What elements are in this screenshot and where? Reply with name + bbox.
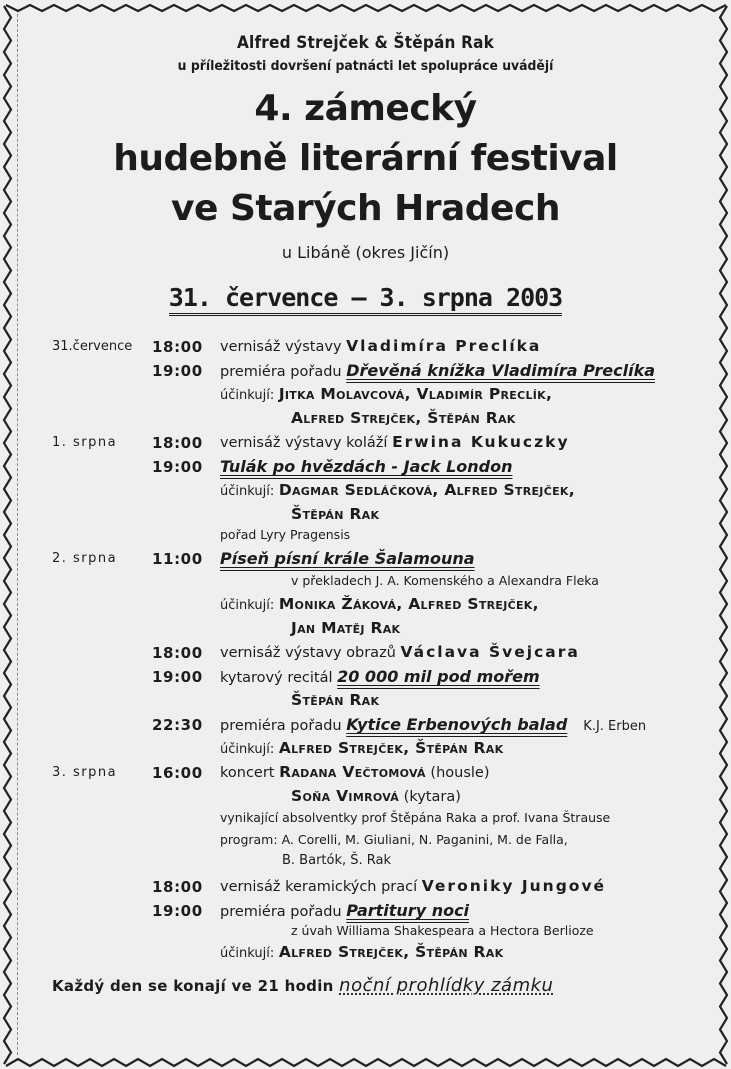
schedule-row — [0, 762, 731, 786]
performers: Jan Matěj Rak — [291, 619, 401, 637]
event-description — [220, 901, 469, 920]
performers: Jitka Molavcová, Vladimír Preclík, — [278, 385, 553, 403]
festival-dates: 31. července – 3. srpna 2003 — [169, 283, 562, 316]
event-title: Píseň písní krále Šalamouna — [220, 549, 475, 568]
event-time: 18:00 — [152, 644, 203, 662]
performers: Alfred Strejček, Štěpán Rak — [291, 409, 516, 427]
footer-prefix: Každý den se konají ve 21 hodin — [52, 977, 340, 995]
event-description — [220, 433, 570, 451]
festival-title-line-2: hudebně literární festival — [113, 138, 618, 179]
event-highlight: Veroniky Jungové — [421, 877, 607, 895]
event-highlight: Erwina Kukuczky — [392, 433, 570, 451]
event-prefix: koncert — [220, 765, 280, 781]
schedule-row — [0, 852, 731, 876]
footer-highlight: noční prohlídky zámku — [339, 975, 554, 996]
day-label: 1. srpna — [52, 435, 118, 450]
schedule-row — [0, 642, 731, 666]
performers-label: účinkují: — [220, 946, 275, 961]
event-description — [220, 643, 580, 661]
schedule-row — [0, 809, 731, 833]
event-description — [220, 667, 540, 686]
event-time: 22:30 — [152, 716, 203, 734]
event-prefix: vernisáž keramických prací — [220, 879, 422, 895]
instrument: (kytara) — [399, 789, 461, 805]
performers-line — [220, 481, 575, 499]
schedule-row — [0, 594, 731, 618]
event-time: 19:00 — [152, 458, 203, 476]
day-label: 31.července — [52, 339, 133, 354]
performers-line — [220, 943, 503, 961]
program-composers: A. Corelli, M. Giuliani, N. Paganini, M. de Falla, — [281, 832, 568, 847]
event-prefix: premiéra pořadu — [220, 904, 347, 920]
performers: Štěpán Rak — [291, 505, 380, 523]
festival-dates-wrap — [0, 283, 731, 316]
event-subtitle: v překladech J. A. Komenského a Alexandra Fleka — [291, 573, 599, 588]
zigzag-border-top — [0, 0, 731, 14]
schedule-row — [0, 876, 731, 900]
event-description — [220, 763, 490, 781]
schedule-row — [0, 504, 731, 528]
occasion-line: u příležitosti dovršení patnácti let spolupráce uvádějí — [177, 58, 554, 74]
event-description — [220, 361, 655, 380]
event-highlight: Vladimíra Preclíka — [346, 337, 542, 355]
event-prefix: kytarový recitál — [220, 670, 338, 686]
schedule-row — [0, 408, 731, 432]
performers: Štěpán Rak — [291, 691, 380, 709]
event-author: K.J. Erben — [583, 719, 647, 734]
schedule-row — [0, 666, 731, 690]
instrument: (housle) — [425, 765, 490, 781]
schedule-row — [0, 456, 731, 480]
event-title: Partitury noci — [346, 901, 470, 920]
program-composers: B. Bartók, Š. Rak — [282, 853, 392, 868]
festival-title-line-1: 4. zámecký — [254, 88, 477, 129]
schedule-row — [0, 738, 731, 762]
performers: Dagmar Sedláčková, Alfred Strejček, — [278, 481, 575, 499]
event-note: vynikající absolventky prof Štěpána Raka a prof. Ivana Štrause — [220, 810, 611, 825]
performer: Soňa Vimrová — [291, 787, 400, 805]
performers-line — [220, 739, 503, 757]
event-time: 18:00 — [152, 338, 203, 356]
schedule-row — [0, 548, 731, 572]
day-label: 2. srpna — [52, 551, 118, 566]
schedule-row — [0, 384, 731, 408]
event-time: 18:00 — [152, 878, 203, 896]
event-note: pořad Lyry Pragensis — [220, 527, 351, 542]
schedule-row — [0, 336, 731, 360]
performers: Alfred Strejček, Štěpán Rak — [278, 943, 504, 961]
event-description — [220, 337, 541, 355]
program-line — [220, 832, 568, 847]
event-title: 20 000 mil pod mořem — [337, 667, 540, 686]
event-prefix: premiéra pořadu — [220, 364, 347, 380]
performers-label: účinkují: — [220, 742, 275, 757]
performer: Radana Večtomová — [279, 763, 426, 781]
event-title: Dřevěná knížka Vladimíra Preclíka — [346, 361, 656, 380]
event-title: Kytice Erbenových balad — [346, 715, 568, 734]
schedule-row — [0, 690, 731, 714]
schedule-row — [0, 480, 731, 504]
schedule-row — [0, 900, 731, 924]
schedule-row — [0, 572, 731, 596]
event-time: 19:00 — [152, 362, 203, 380]
schedule-row — [0, 714, 731, 738]
organizers: Alfred Strejček & Štěpán Rak — [236, 33, 495, 53]
event-prefix: premiéra pořadu — [220, 718, 347, 734]
schedule-row — [0, 360, 731, 384]
zigzag-border-bottom — [0, 1055, 731, 1069]
event-description — [220, 877, 606, 895]
event-time: 18:00 — [152, 434, 203, 452]
schedule-row — [0, 432, 731, 456]
program-label: program: — [220, 832, 278, 847]
event-prefix: vernisáž výstavy obrazů — [220, 645, 401, 661]
event-description — [220, 715, 646, 734]
schedule-row — [0, 618, 731, 642]
footer-note — [52, 975, 553, 996]
event-title: Tulák po hvězdách - Jack London — [220, 457, 513, 476]
day-label: 3. srpna — [52, 765, 118, 780]
event-time: 11:00 — [152, 550, 203, 568]
event-highlight: Václava Švejcara — [400, 643, 580, 661]
schedule-row — [0, 786, 731, 810]
performers-label: účinkují: — [220, 388, 275, 403]
event-prefix: vernisáž výstavy — [220, 339, 347, 355]
schedule-row — [0, 942, 731, 966]
performers-line — [220, 595, 539, 613]
event-description — [291, 787, 461, 805]
event-time: 19:00 — [152, 902, 203, 920]
event-subtitle: z úvah Williama Shakespeara a Hectora Berlioze — [291, 923, 594, 938]
event-prefix: vernisáž výstavy koláží — [220, 435, 393, 451]
performers-line — [220, 385, 552, 403]
performers-label: účinkují: — [220, 484, 275, 499]
event-time: 16:00 — [152, 764, 203, 782]
schedule-row — [0, 526, 731, 550]
festival-title-line-3: ve Starých Hradech — [171, 188, 560, 229]
performers: Monika Žáková, Alfred Strejček, — [278, 595, 539, 613]
performers-label: účinkují: — [220, 598, 275, 613]
event-time: 19:00 — [152, 668, 203, 686]
festival-location: u Libáně (okres Jičín) — [281, 243, 450, 262]
performers: Alfred Strejček, Štěpán Rak — [278, 739, 504, 757]
